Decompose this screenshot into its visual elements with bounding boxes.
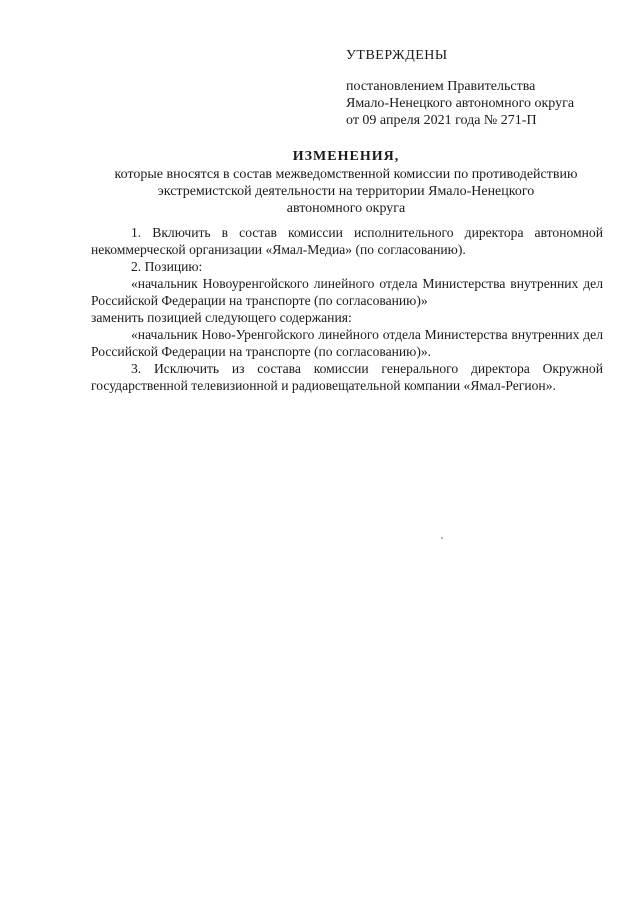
paragraph-2: 2. Позицию: — [131, 259, 203, 274]
document-heading — [88, 148, 604, 217]
approval-line-region: Ямало-Ненецкого автономного округа — [346, 96, 575, 111]
heading-line-1: которые вносятся в состав межведомственной комиссии по противодействию — [114, 167, 578, 182]
document-body — [91, 224, 603, 394]
heading-title: ИЗМЕНЕНИЯ, — [292, 149, 400, 164]
paragraph-4: заменить позицией следующего содержания: — [91, 310, 352, 325]
approval-line-decree: постановлением Правительства — [346, 79, 536, 94]
heading-line-3: автономного округа — [286, 201, 406, 216]
paragraph-5: «начальник Ново-Уренгойского линейного отдела Министерства внутренних дел Российской Федерации на транспорте (по согласованию)». — [91, 327, 603, 359]
heading-line-2: экстремистской деятельности на территории Ямало-Ненецкого — [157, 184, 535, 199]
paragraph-1: 1. Включить в состав комиссии исполнительного директора автономной некоммерческой организации «Ямал-Медиа» (по согласованию). — [91, 225, 603, 257]
approval-line-date: от 09 апреля 2021 года № 271-П — [346, 113, 537, 128]
paragraph-3: «начальник Новоуренгойского линейного отдела Министерства внутренних дел Российской Федерации на транспорте (по согласованию)» — [91, 276, 603, 308]
scan-speck — [441, 537, 443, 539]
approval-block — [346, 47, 616, 129]
paragraph-6: 3. Исключить из состава комиссии генерального директора Окружной государственной телевизионной и радиовещательной компании «Ямал-Регион». — [91, 361, 603, 393]
approval-title: УТВЕРЖДЕНЫ — [346, 48, 448, 63]
